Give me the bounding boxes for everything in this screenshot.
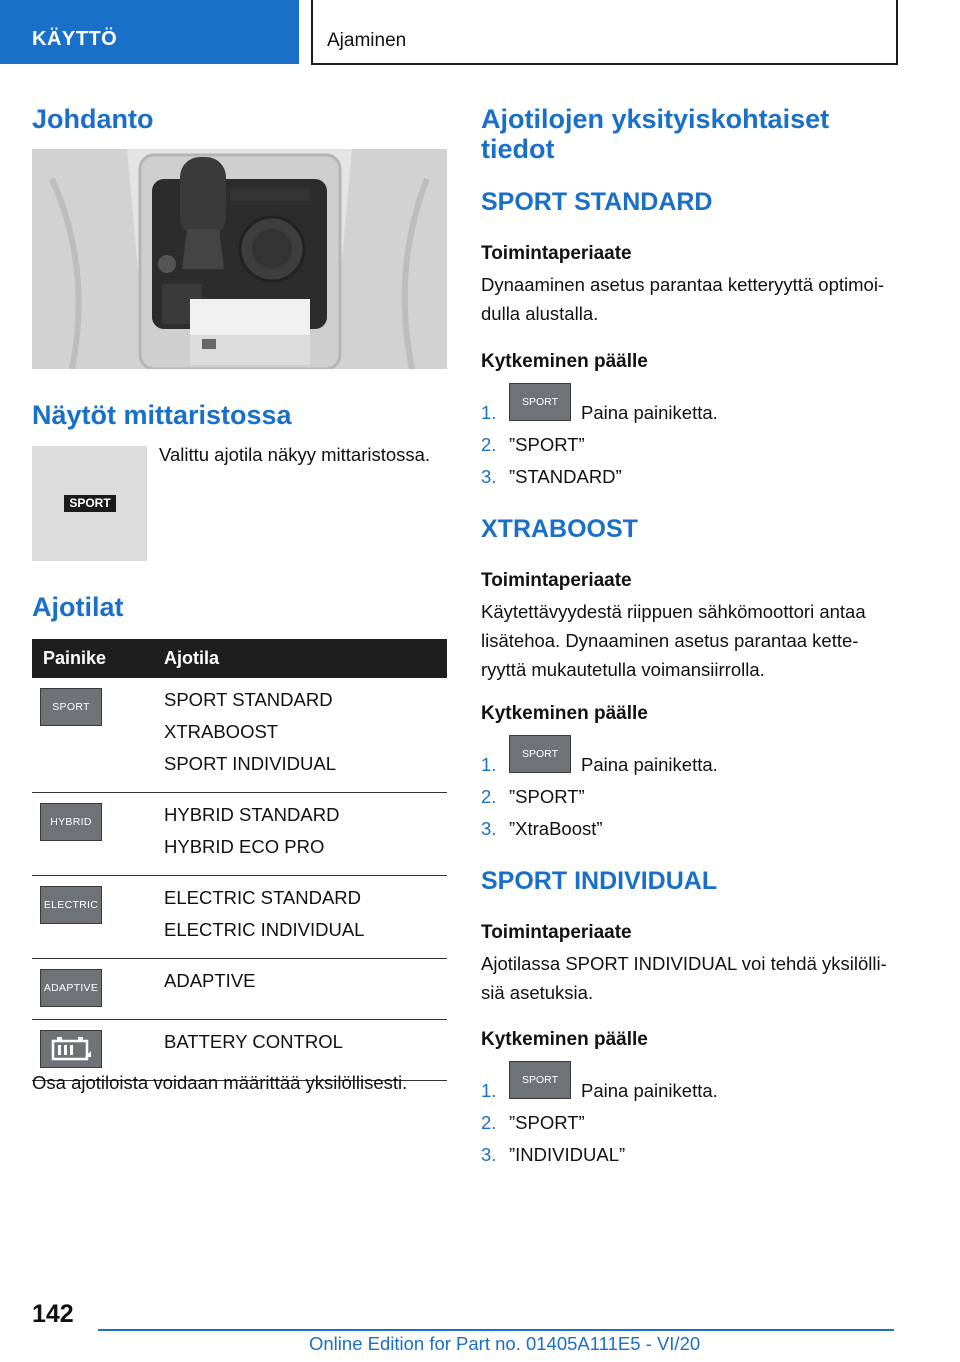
step-number: 3.: [481, 466, 497, 487]
table-header-row: [32, 639, 447, 678]
electric-button-icon: ELECTRIC: [40, 886, 102, 924]
display-text: Valittu ajotila näkyy mittaristossa.: [159, 444, 431, 465]
mode-label: ELECTRIC INDIVIDUAL: [164, 919, 365, 940]
step-text: ”INDIVIDUAL”: [509, 1144, 626, 1165]
switch-on-heading: Kytkeminen päälle: [481, 703, 648, 724]
step-text: ”SPORT”: [509, 786, 585, 807]
mode-label: SPORT STANDARD: [164, 689, 333, 710]
details-heading-line1: Ajotilojen yksityiskohtaiset: [481, 104, 830, 134]
footer-edition-text: Online Edition for Part no. 01405A111E5 - VI/20: [309, 1333, 701, 1354]
mode-label: BATTERY CONTROL: [164, 1031, 343, 1052]
mode-label: ELECTRIC STANDARD: [164, 887, 362, 908]
switch-on-heading: Kytkeminen päälle: [481, 1029, 648, 1050]
modes-note: Osa ajotiloista voidaan määrittää yksilöllisesti.: [32, 1072, 408, 1093]
driving-modes-table: [32, 639, 447, 1081]
header-chapter-label: Ajaminen: [327, 30, 407, 51]
hybrid-button-icon: HYBRID: [40, 803, 102, 841]
button-cell: [32, 678, 160, 793]
table-row: [32, 793, 447, 876]
button-cell: [32, 793, 160, 876]
principle-text: ryyttä mukautetulla voimansiirrolla.: [481, 659, 765, 680]
sport-display-badge: SPORT: [64, 495, 116, 512]
step-text: ”SPORT”: [509, 1112, 585, 1133]
step-number: 2.: [481, 786, 497, 807]
principle-text: Dynaaminen asetus parantaa ketteryyttä optimoi‐: [481, 274, 885, 295]
step-text: Paina painiketta.: [581, 1080, 718, 1101]
principle-heading: Toimintaperiaate: [481, 570, 632, 591]
sport-button-icon: SPORT: [40, 688, 102, 726]
step-text: Paina painiketta.: [581, 402, 718, 423]
step-number: 3.: [481, 1144, 497, 1165]
table-row: [32, 678, 447, 793]
modes-heading: Ajotilat: [32, 592, 124, 622]
step-number: 1.: [481, 1080, 497, 1101]
mode-label: HYBRID ECO PRO: [164, 836, 325, 857]
details-heading-line2: tiedot: [481, 134, 555, 164]
center-console-illustration: [32, 149, 447, 369]
display-heading: Näytöt mittaristossa: [32, 400, 292, 430]
adaptive-button-icon: ADAPTIVE: [40, 969, 102, 1007]
step-number: 1.: [481, 754, 497, 775]
step-number: 1.: [481, 402, 497, 423]
button-cell: [32, 876, 160, 959]
sport-button-icon: SPORT: [509, 383, 571, 421]
mode-label: SPORT INDIVIDUAL: [164, 753, 337, 774]
mode-cell: [160, 876, 447, 959]
step-text: ”XtraBoost”: [509, 818, 603, 839]
intro-heading: Johdanto: [32, 104, 154, 134]
header-section-tab: [0, 0, 299, 64]
column-header-mode: Ajotila: [160, 639, 447, 678]
step-number: 2.: [481, 434, 497, 455]
gear-selector-photo: [32, 149, 447, 369]
sport-button-icon: SPORT: [509, 735, 571, 773]
mode-cell: [160, 678, 447, 793]
principle-text: Käytettävyydestä riippuen sähkömoottori antaa: [481, 601, 866, 622]
principle-text: Ajotilassa SPORT INDIVIDUAL voi tehdä yksilölli‐: [481, 953, 887, 974]
xtraboost-heading: XTRABOOST: [481, 515, 638, 543]
mode-label: ADAPTIVE: [164, 970, 256, 991]
header-chapter-tab: [311, 0, 898, 65]
footer-divider: [98, 1329, 894, 1331]
button-cell: [32, 959, 160, 1020]
principle-text: dulla alustalla.: [481, 303, 599, 324]
battery-icon: [41, 1031, 101, 1067]
principle-heading: Toimintaperiaate: [481, 922, 632, 943]
step-number: 2.: [481, 1112, 497, 1133]
principle-text: lisätehoa. Dynaaminen asetus parantaa kette‐: [481, 630, 859, 651]
battery-control-button-icon: [40, 1030, 102, 1068]
sport-button-icon: SPORT: [509, 1061, 571, 1099]
step-text: ”STANDARD”: [509, 466, 622, 487]
cluster-display-image: [32, 446, 147, 561]
step-text: Paina painiketta.: [581, 754, 718, 775]
step-number: 3.: [481, 818, 497, 839]
mode-label: XTRABOOST: [164, 721, 279, 742]
step-text: ”SPORT”: [509, 434, 585, 455]
principle-text: siä asetuksia.: [481, 982, 594, 1003]
sport-individual-heading: SPORT INDIVIDUAL: [481, 867, 718, 895]
table-row: [32, 876, 447, 959]
switch-on-heading: Kytkeminen päälle: [481, 351, 648, 372]
mode-label: HYBRID STANDARD: [164, 804, 340, 825]
sport-standard-heading: SPORT STANDARD: [481, 188, 713, 216]
column-header-button: Painike: [32, 639, 160, 678]
page-number: 142: [32, 1300, 74, 1328]
principle-heading: Toimintaperiaate: [481, 243, 632, 264]
table-row: [32, 959, 447, 1020]
mode-cell: [160, 959, 447, 1020]
header-section-label: KÄYTTÖ: [32, 28, 118, 50]
mode-cell: [160, 793, 447, 876]
